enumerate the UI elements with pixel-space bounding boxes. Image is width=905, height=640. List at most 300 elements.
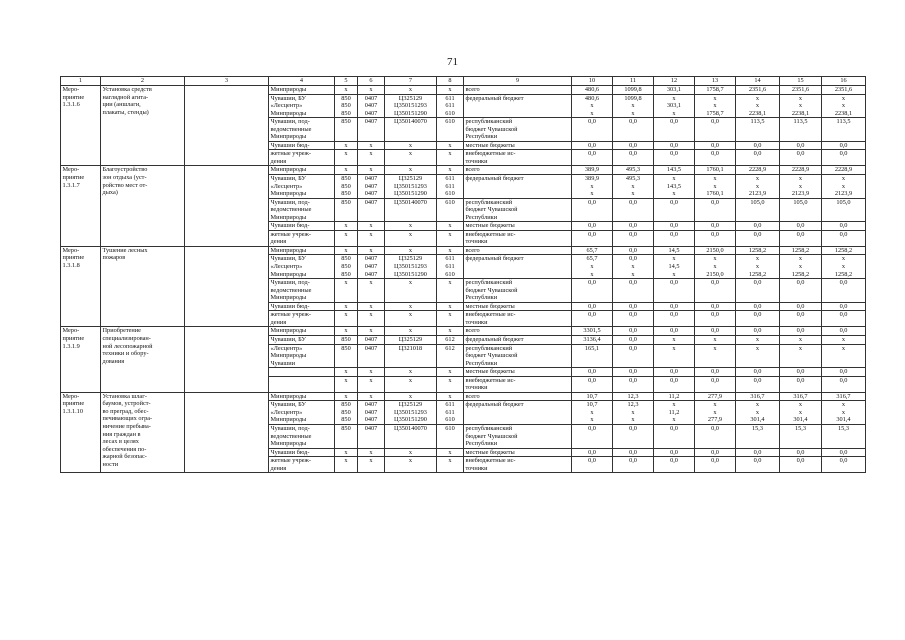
value-cell: 0,0 [654,311,695,327]
value-cell: 1760,1 [695,166,736,175]
executor-cell: Чувашии, под- ведомственные Минприроды [269,198,335,222]
value-cell: x [654,344,695,368]
value-cell: 0,0 [695,424,736,448]
value-cell: 277,9 [695,392,736,401]
funding-source-cell: федеральный бюджет [464,255,572,279]
value-cell: 15,3 [780,424,822,448]
code-type-cell: x [437,311,464,327]
code-type-cell: 611 611 610 [437,255,464,279]
code-section-cell: x [358,376,385,392]
funding-source-cell: местные бюджеты [464,302,572,311]
value-cell: 2351,6 [822,86,866,95]
value-cell: x [780,335,822,344]
code-target-cell: x [385,222,437,231]
column-number-cell: 10 [572,77,613,86]
value-cell: 0,0 [613,327,654,336]
value-cell: 0,0 [613,311,654,327]
table-row [61,246,866,255]
code-section-cell: x [358,311,385,327]
funding-source-cell: всего [464,392,572,401]
funding-source-cell: федеральный бюджет [464,94,572,118]
code-target-cell: Ц325129 Ц350151293 Ц350151290 [385,401,437,425]
measure-id: Меро- приятие 1.3.1.9 [61,327,101,392]
table-row [61,86,866,95]
value-cell: 0,0 [780,368,822,377]
value-cell: x x 2238,1 [736,94,780,118]
value-cell: 0,0 [736,141,780,150]
code-grbs-cell: x [335,222,358,231]
value-cell: x [695,335,736,344]
value-cell: x x 301,4 [736,401,780,425]
code-target-cell: x [385,302,437,311]
code-target-cell: x [385,368,437,377]
code-grbs-cell: x [335,376,358,392]
value-cell: 0,0 [695,327,736,336]
code-section-cell: x [358,230,385,246]
code-grbs-cell: x [335,327,358,336]
code-grbs-cell: 850 850 850 [335,175,358,199]
code-grbs-cell: x [335,86,358,95]
code-section-cell: x [358,392,385,401]
executor-cell: Минприроды [269,327,335,336]
value-cell: 0,0 [695,376,736,392]
value-cell: 10,7 [572,392,613,401]
code-section-cell: 0407 [358,424,385,448]
table-row [61,392,866,401]
value-cell: 0,0 [695,150,736,166]
code-grbs-cell: x [335,368,358,377]
value-cell: 0,0 [780,141,822,150]
column-number-cell: 4 [269,77,335,86]
value-cell: 495,3 [613,166,654,175]
measure-id: Меро- приятие 1.3.1.6 [61,86,101,166]
code-grbs-cell: 850 [335,198,358,222]
code-section-cell: x [358,141,385,150]
value-cell: 0,0 [695,311,736,327]
value-cell: 1258,2 [736,246,780,255]
value-cell: 65,7 x x [572,255,613,279]
code-section-cell: x [358,448,385,457]
empty-cell [185,327,269,392]
value-cell: 0,0 [572,457,613,473]
code-target-cell: Ц350140070 [385,198,437,222]
value-cell: 1758,7 [695,86,736,95]
code-grbs-cell: x [335,448,358,457]
value-cell: 0,0 [822,457,866,473]
funding-source-cell: местные бюджеты [464,448,572,457]
executor-cell: жетные учреж- дения [269,230,335,246]
executor-cell: Чувашии, БУ «Лесцентр» Минприроды [269,401,335,425]
value-cell: 0,0 [822,222,866,231]
code-target-cell: Ц321018 [385,344,437,368]
code-section-cell: 0407 0407 0407 [358,94,385,118]
value-cell: x x 2150,0 [695,255,736,279]
value-cell: 15,3 [822,424,866,448]
code-type-cell: x [437,448,464,457]
code-grbs-cell: x [335,311,358,327]
code-target-cell: Ц325129 Ц350151293 Ц350151290 [385,94,437,118]
value-cell: 2150,0 [695,246,736,255]
code-target-cell: x [385,150,437,166]
value-cell: x x 1760,1 [695,175,736,199]
value-cell: 0,0 [736,150,780,166]
value-cell: 0,0 [654,368,695,377]
value-cell: 0,0 [613,376,654,392]
value-cell: 0,0 [822,150,866,166]
value-cell: 0,0 [780,279,822,303]
value-cell: 12,3 x x [613,401,654,425]
value-cell: 165,1 [572,344,613,368]
value-cell: x x 1258,2 [780,255,822,279]
value-cell: 0,0 [736,311,780,327]
code-target-cell: Ц325129 Ц350151293 Ц350151290 [385,255,437,279]
empty-cell [185,86,269,166]
executor-cell: Чувашии, БУ «Лесцентр» Минприроды [269,94,335,118]
column-number-cell: 15 [780,77,822,86]
value-cell: 0,0 [654,118,695,142]
value-cell: x x 1258,2 [736,255,780,279]
table-row [61,166,866,175]
value-cell: x x 1258,2 [822,255,866,279]
value-cell: 11,2 [654,392,695,401]
column-number-cell: 6 [358,77,385,86]
funding-source-cell: всего [464,246,572,255]
value-cell: 0,0 [654,302,695,311]
value-cell: 316,7 [822,392,866,401]
value-cell: 0,0 [613,246,654,255]
measure-name: Тушение лесных пожаров [101,246,185,326]
value-cell: 0,0 [695,448,736,457]
value-cell: 0,0 [613,448,654,457]
column-number-cell: 9 [464,77,572,86]
code-section-cell: 0407 0407 0407 [358,401,385,425]
funding-source-cell: местные бюджеты [464,222,572,231]
value-cell: 0,0 [736,279,780,303]
executor-cell: Чувашии, под- ведомственные Минприроды [269,424,335,448]
empty-cell [185,166,269,246]
measure-name: Установка средств наглядной агита- ции (аншлаги, плакаты, стенды) [101,86,185,166]
value-cell: x [654,335,695,344]
value-cell: x [736,335,780,344]
value-cell: 0,0 [695,457,736,473]
value-cell: 0,0 [822,376,866,392]
code-grbs-cell: 850 850 850 [335,401,358,425]
code-section-cell: x [358,222,385,231]
code-section-cell: 0407 [358,335,385,344]
value-cell: 0,0 [613,368,654,377]
executor-cell: жетные учреж- дения [269,457,335,473]
funding-source-cell: республиканский бюджет Чувашской Республики [464,198,572,222]
code-grbs-cell: x [335,302,358,311]
code-grbs-cell: 850 [335,344,358,368]
code-type-cell: x [437,327,464,336]
value-cell: 0,0 [695,141,736,150]
value-cell: 65,7 [572,246,613,255]
value-cell: x 11,2 x [654,401,695,425]
value-cell: 0,0 [654,150,695,166]
column-number-cell: 12 [654,77,695,86]
code-grbs-cell: 850 [335,424,358,448]
code-target-cell: x [385,376,437,392]
funding-source-cell: местные бюджеты [464,368,572,377]
value-cell: 0,0 [613,424,654,448]
executor-cell: Чувашии, под- ведомственные Минприроды [269,279,335,303]
value-cell: 0,0 [736,457,780,473]
value-cell: 0,0 [695,222,736,231]
value-cell: 0,0 [780,222,822,231]
code-target-cell: Ц350140070 [385,118,437,142]
code-section-cell: x [358,246,385,255]
value-cell: 0,0 [613,230,654,246]
value-cell: 0,0 [780,311,822,327]
value-cell: 0,0 [654,424,695,448]
measure-id: Меро- приятие 1.3.1.10 [61,392,101,472]
value-cell: 14,5 [654,246,695,255]
measure-id: Меро- приятие 1.3.1.7 [61,166,101,246]
value-cell: 2351,6 [736,86,780,95]
value-cell: 0,0 [822,141,866,150]
code-type-cell: x [437,230,464,246]
code-target-cell: x [385,448,437,457]
column-number-row [61,77,866,86]
value-cell: 0,0 [613,118,654,142]
funding-source-cell: всего [464,166,572,175]
code-target-cell: x [385,311,437,327]
value-cell: 316,7 [736,392,780,401]
value-cell: 0,0 [736,327,780,336]
executor-cell: «Лесцентр» Минприроды Чувашии [269,344,335,368]
code-type-cell: 611 611 610 [437,94,464,118]
code-target-cell: x [385,230,437,246]
value-cell: 0,0 [572,424,613,448]
value-cell: 0,0 [572,279,613,303]
funding-source-cell: внебюджетные ис- точники [464,230,572,246]
code-grbs-cell: x [335,150,358,166]
value-cell: 0,0 [822,327,866,336]
value-cell: 0,0 [572,376,613,392]
value-cell: x x 2238,1 [780,94,822,118]
value-cell: 105,0 [736,198,780,222]
value-cell: 2351,6 [780,86,822,95]
value-cell: 480,6 x x [572,94,613,118]
value-cell: x x 301,4 [780,401,822,425]
value-cell: 0,0 [780,448,822,457]
code-type-cell: x [437,457,464,473]
value-cell: 0,0 [736,302,780,311]
value-cell: 480,6 [572,86,613,95]
code-target-cell: Ц325129 Ц350151293 Ц350151290 [385,175,437,199]
code-section-cell: 0407 [358,118,385,142]
value-cell: 0,0 [822,230,866,246]
code-grbs-cell: 850 [335,118,358,142]
code-section-cell: x [358,302,385,311]
value-cell: x [695,344,736,368]
measure-name: Установка шлаг- баумов, устройст- во преград, обес- печивающих огра- ничение пребыва- ния граждан в лесах в целях обеспечения по- жарной безопас- ности [101,392,185,472]
value-cell: 0,0 [613,302,654,311]
executor-cell: Минприроды [269,392,335,401]
funding-source-cell: республиканский бюджет Чувашской Республики [464,118,572,142]
value-cell: 0,0 [654,141,695,150]
value-cell: 0,0 [822,302,866,311]
executor-cell: Чувашии бюд- [269,448,335,457]
code-type-cell: 612 [437,335,464,344]
executor-cell: жетные учреж- дения [269,150,335,166]
code-section-cell: x [358,166,385,175]
column-number-cell: 7 [385,77,437,86]
measure-name: Приобретение специализирован- ной лесопожарной техники и обору- дования [101,327,185,392]
value-cell: 0,0 [780,457,822,473]
value-cell: 0,0 [654,448,695,457]
column-number-cell: 13 [695,77,736,86]
value-cell: 1258,2 [822,246,866,255]
funding-source-cell: внебюджетные ис- точники [464,376,572,392]
value-cell: 0,0 [572,368,613,377]
value-cell: 113,5 [822,118,866,142]
code-grbs-cell: x [335,166,358,175]
value-cell: x x 2238,1 [822,94,866,118]
code-section-cell: x [358,279,385,303]
code-type-cell: x [437,246,464,255]
code-grbs-cell: x [335,141,358,150]
value-cell: 0,0 [822,368,866,377]
value-cell: 0,0 [736,448,780,457]
empty-cell [185,246,269,326]
code-target-cell: x [385,246,437,255]
value-cell: 15,3 [736,424,780,448]
code-section-cell: x [358,327,385,336]
column-number-cell: 3 [185,77,269,86]
value-cell: 0,0 [695,302,736,311]
code-grbs-cell: x [335,457,358,473]
value-cell: 0,0 [572,141,613,150]
value-cell: 0,0 [695,198,736,222]
executor-cell: Чувашии, БУ [269,335,335,344]
executor-cell: Минприроды [269,166,335,175]
value-cell: 0,0 [780,327,822,336]
code-type-cell: x [437,376,464,392]
value-cell: 3136,4 [572,335,613,344]
funding-source-cell: республиканский бюджет Чувашской Республики [464,424,572,448]
value-cell: 105,0 [822,198,866,222]
column-number-cell: 2 [101,77,185,86]
code-grbs-cell: 850 850 850 [335,94,358,118]
code-type-cell: x [437,166,464,175]
code-type-cell: x [437,222,464,231]
value-cell: x x 301,4 [822,401,866,425]
value-cell: 495,3 x x [613,175,654,199]
value-cell: 0,0 [613,344,654,368]
value-cell: x x 1758,7 [695,94,736,118]
value-cell: x [822,335,866,344]
value-cell: 0,0 [695,118,736,142]
column-number-cell: 16 [822,77,866,86]
code-grbs-cell: x [335,246,358,255]
code-target-cell: x [385,327,437,336]
value-cell: 0,0 [613,141,654,150]
value-cell: 0,0 [572,150,613,166]
code-target-cell: x [385,392,437,401]
value-cell: 2228,9 [780,166,822,175]
value-cell: 0,0 [654,279,695,303]
value-cell: 0,0 [822,279,866,303]
value-cell: 0,0 [613,222,654,231]
code-section-cell: x [358,457,385,473]
value-cell: 0,0 [654,222,695,231]
value-cell: 2228,9 [736,166,780,175]
executor-cell: Чувашии, под- ведомственные Минприроды [269,118,335,142]
code-type-cell: x [437,150,464,166]
code-section-cell: 0407 0407 0407 [358,175,385,199]
value-cell: 1258,2 [780,246,822,255]
value-cell: 0,0 [736,376,780,392]
funding-source-cell: внебюджетные ис- точники [464,457,572,473]
code-target-cell: x [385,279,437,303]
code-grbs-cell: 850 [335,335,358,344]
funding-source-cell: внебюджетные ис- точники [464,311,572,327]
code-target-cell: Ц350140070 [385,424,437,448]
code-section-cell: x [358,86,385,95]
code-section-cell: 0407 [358,198,385,222]
value-cell: 105,0 [780,198,822,222]
value-cell: x x 277,9 [695,401,736,425]
funding-source-cell: всего [464,86,572,95]
value-cell: 303,1 [654,86,695,95]
value-cell: 0,0 [736,368,780,377]
value-cell: 0,0 [695,368,736,377]
value-cell: 0,0 [822,448,866,457]
value-cell: 0,0 [736,230,780,246]
value-cell: 0,0 [613,198,654,222]
value-cell: 0,0 [654,457,695,473]
code-type-cell: 611 611 610 [437,401,464,425]
value-cell: 0,0 [654,230,695,246]
value-cell: 12,3 [613,392,654,401]
value-cell: 0,0 [822,311,866,327]
funding-source-cell: республиканский бюджет Чувашской Республики [464,344,572,368]
value-cell: 1099,8 x x [613,94,654,118]
code-target-cell: x [385,86,437,95]
code-grbs-cell: x [335,230,358,246]
funding-source-cell: внебюджетные ис- точники [464,150,572,166]
value-cell: 0,0 [695,230,736,246]
funding-source-cell: всего [464,327,572,336]
funding-source-cell: республиканский бюджет Чувашской Республики [464,279,572,303]
column-number-cell: 1 [61,77,101,86]
page-number: 71 [447,56,458,68]
code-section-cell: x [358,150,385,166]
empty-cell [185,392,269,472]
funding-source-cell: федеральный бюджет [464,335,572,344]
value-cell: 0,0 [613,279,654,303]
code-type-cell: x [437,279,464,303]
value-cell: 316,7 [780,392,822,401]
code-type-cell: 611 611 610 [437,175,464,199]
value-cell: 0,0 [736,222,780,231]
code-type-cell: 610 [437,424,464,448]
value-cell: 0,0 [780,302,822,311]
executor-cell: Минприроды [269,86,335,95]
executor-cell: Чувашии бюд- [269,141,335,150]
value-cell: 0,0 [613,150,654,166]
value-cell: 0,0 [695,279,736,303]
column-number-cell: 11 [613,77,654,86]
value-cell: 143,5 [654,166,695,175]
code-target-cell: Ц325129 [385,335,437,344]
value-cell: x 14,5 x [654,255,695,279]
value-cell: 0,0 [613,457,654,473]
code-grbs-cell: x [335,279,358,303]
value-cell: 0,0 [572,198,613,222]
